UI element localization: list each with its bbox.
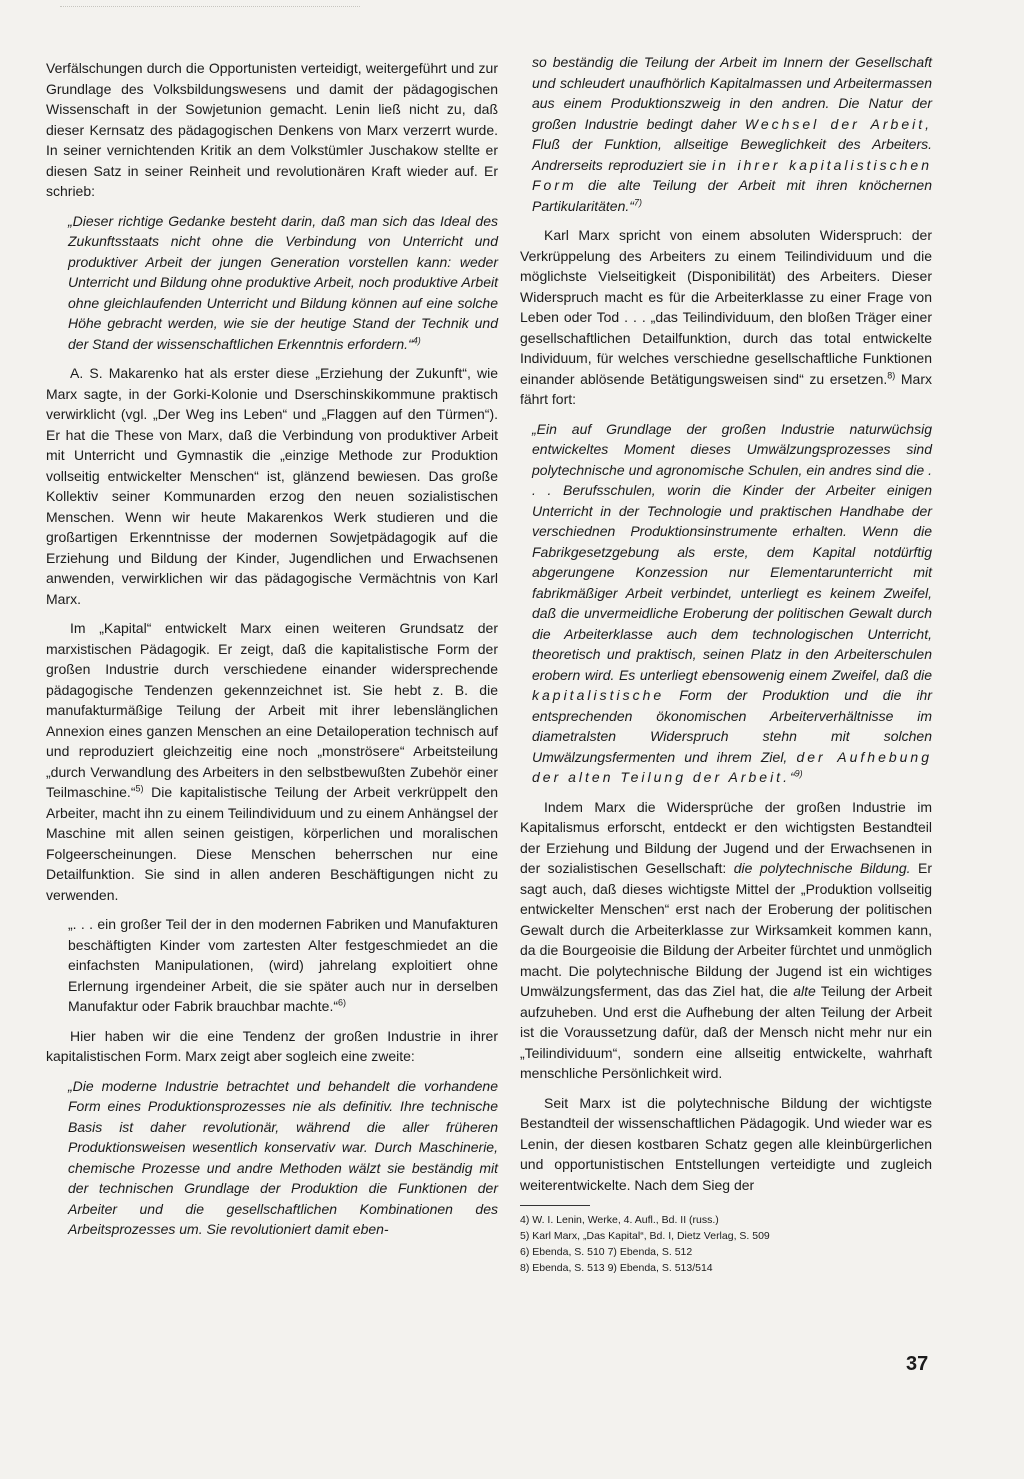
quote-marx-continued — [520, 52, 932, 216]
header-rule — [60, 6, 360, 11]
paragraph-text: Indem Marx die Widersprüche der großen Industrie im Kapitalismus erforscht, entdeckt er den wichtigsten Bestandteil der Erziehung und Bildung der Jugend und der Erwachsenen in der sozialistischen Gesellschaft: — [520, 798, 932, 876]
footnote: 4) W. I. Lenin, Werke, 4. Aufl., Bd. II (russ.) — [520, 1214, 719, 1226]
footnote-ref: 8) — [887, 369, 896, 380]
footnote-ref: 7) — [633, 196, 642, 207]
page-number: 37 — [906, 1353, 929, 1375]
footnote: 8) Ebenda, S. 513 9) Ebenda, S. 513/514 — [520, 1262, 713, 1274]
footnote: 5) Karl Marx, „Das Kapital“, Bd. I, Dietz Verlag, S. 509 — [520, 1230, 770, 1242]
footnote-ref: 4) — [412, 334, 421, 345]
quote-text: „Ein auf Grundlage der großen Industrie naturwüchsig entwickeltes Moment dieses Umwälzungsprozesses sind polytechnische und agronomische Schulen, ein andres sind die . . . Berufsschulen, worin die Kinder der Arbeiter einigen Unterricht in der Technologie und praktischen Handhabe der verschiednen Produktionsinstrumente erhalten. Wenn die Fabrikgesetzgebung als erste, dem Kapital notdürftig abgerungene Konzession nur Elementarunterricht mit fabrikmäßiger Arbeit verbindet, unterliegt es keinem Zweifel, daß die unvermeidliche Eroberung der politischen Gewalt durch die Arbeiterklasse auch dem technologischen Unterricht, theoretisch und praktisch, seinen Platz in den Arbeiterschulen erobern wird. Es unterliegt ebensowenig einem Zweifel, daß die — [532, 420, 932, 683]
italic-emphasis: alte — [793, 983, 816, 999]
paragraph — [46, 618, 498, 905]
quote-text: Fluß der Funktion, allseitige Beweglichkeit des Arbeiters. Andrerseits reproduziert sie — [532, 136, 932, 173]
paragraph — [520, 797, 932, 1084]
paragraph-text: Marx fährt fort: — [520, 370, 932, 407]
spaced-emphasis: Wechsel der Arbeit, — [744, 115, 932, 132]
paragraph-text: Er sagt auch, daß dieses wichtigste Mittel der „Produktion vollseitig entwickelter Menschen“ erst nach der Eroberung der politischen Gewalt durch die Arbeiterklasse zur Wirksamkeit kommen kann, da die Bourgeoisie die Bildung der Arbeiter fürchtet und unmöglich macht. Die polytechnische Bildung der Jugend ist ein wichtiges Umwälzungsferment, das das Ziel hat, die — [520, 860, 933, 999]
footnote-ref: 6) — [338, 997, 347, 1008]
paragraph-text: Im „Kapital“ entwickelt Marx einen weiteren Grundsatz der marxistischen Pädagogik. Er zeigt, daß die kapitalistische Form der großen Industrie durch verschiedene einander widersprechende pädagogische Tendenzen gekennzeichnet ist. Sie hebt z. B. die manufakturmäßige Teilung der Arbeit mit ihrer lebenslänglichen Annexion eines ganzen Menschen an eine Detailoperation technisch auf und reproduziert gleichzeitig eine noch „monströsere“ Arbeitsteilung „durch Verwandlung des Arbeiters in den selbstbewußten Zubehör einer Teilmaschine.“ — [46, 620, 498, 800]
quote-text: Form der Produktion und die ihr entsprechenden ökonomischen Arbeiterverhältnisse im diametralsten Widerspruch stehn mit solchen Umwälzungsfermenten und ihrem Ziel, — [532, 687, 932, 765]
footnotes — [520, 1212, 932, 1276]
quote-text: die alte Teilung der Arbeit mit ihren knöchernen Partikularitäten.“ — [532, 177, 932, 214]
quote-text: „. . . ein großer Teil der in den modernen Fabriken und Manufakturen beschäftigten Kinder vom zartesten Alter festgeschmiedet an die einfachsten Manipulationen, (wird) jahrelang exploitiert ohne Erlernung irgendeiner Arbeit, die sie später auch nur in derselben Manufaktur oder Fabrik brauchbar machte.“ — [68, 916, 498, 1014]
footnote-ref: 5) — [135, 783, 144, 794]
italic-emphasis: die polytechnische Bildung. — [733, 860, 911, 876]
right-column — [520, 52, 932, 1276]
quote-marx: „Die moderne Industrie betrachtet und behandelt die vorhandene Form eines Produktionsprozesses nie als definitiv. Ihre technische Basis ist daher revolutionär, während die aller früheren Produktionsweisen wesentlich konservativ war. Durch Maschinerie, chemische Prozesse und andre Methoden wälzt sie beständig mit der technischen Grundlage der Produktion die Funktionen der Arbeiter und die gesellschaftlichen Kombinationen des Arbeitsprozesses um. Sie revolutioniert damit eben- — [68, 1077, 498, 1237]
spaced-emphasis: der Aufhebung der alten Teilung der Arbeit. — [532, 748, 932, 785]
paragraph-text: Karl Marx spricht von einem absoluten Widerspruch: der Verkrüppelung des Arbeiters zu einem Teilindividuum und die möglichste Vielseitigkeit (Disponibilität) des Arbeiters. Dieser Widerspruch macht es für die Arbeiterklasse zu einer Frage von Leben oder Tod . . . „das Teilindividuum, den bloßen Träger einer gesellschaftlichen Detailfunktion, durch das total entwickelte Individuum, für welches verschiedne gesellschaftliche Funktionen einander ablösende Betätigungsweisen sind“ zu ersetzen. — [520, 227, 932, 387]
paragraph — [520, 225, 932, 410]
quote-lenin — [46, 211, 498, 355]
paragraph: Hier haben wir die eine Tendenz der großen Industrie in ihrer kapitalistischen Form. Marx zeigt aber sogleich eine zweite: — [46, 1027, 498, 1064]
paragraph-text: Teilung der Arbeit aufzuheben. Und erst die Aufhebung der alten Teilung der Arbeit ist die Voraussetzung dafür, daß der Mensch nicht mehr nur ein „Teilindividuum“, sondern eine allseitig entwickelte, wahrhaft menschliche Persönlichkeit wird. — [520, 983, 932, 1081]
left-column — [46, 58, 498, 1249]
quote-text: “ — [789, 769, 795, 785]
paragraph-text: Die kapitalistische Teilung der Arbeit verkrüppelt den Arbeiter, macht ihn zu einem Teilindividuum und zu einem Anhängsel der Maschine mit allen seinen geistigen, körperlichen und moralischen Folgeerscheinungen. Diese Menschen beherrschen nur eine Detailfunktion. Sie sind in allen anderen Beschäftigungen nicht zu verwenden. — [46, 784, 498, 903]
quote-text: „Dieser richtige Gedanke besteht darin, daß man sich das Ideal des Zukunftsstaats nicht ohne die Verbindung von Unterricht und produktiver Arbeit der jungen Generation vorstellen kann: weder Unterricht und Bildung ohne produktive Arbeit, noch produktive Arbeit ohne gleichlaufenden Unterricht und Bildung können auf eine solche Höhe gebracht werden, wie sie der heutige Stand der Technik und der Stand der wissenschaftlichen Erkenntnis erfordern.“ — [68, 212, 498, 352]
spaced-emphasis: in ihrer kapitalistischen Form — [532, 156, 933, 193]
paragraph: Verfälschungen durch die Opportunisten verteidigt, weitergeführt und zur Grundlage des Volksbildungswesens und damit der pädagogischen Wissenschaft in der Sowjetunion gemacht. Lenin ließ nicht zu, daß dieser Kernsatz des pädagogischen Denkens von Marx verzerrt wurde. In seiner vernichtenden Kritik an dem Volkstümler Juschakow stellte er diesen Satz in seiner Reinheit und revolutionären Kraft wieder auf. Er schrieb: — [46, 60, 498, 199]
footnote-ref: 9) — [794, 768, 803, 779]
paragraph: Seit Marx ist die polytechnische Bildung der wichtigste Bestandteil der wissenschaftlichen Pädagogik. Und wieder war es Lenin, der diesen kostbaren Schatz gegen alle kleinbürgerlichen und opportunistischen Entstellungen verteidigte und zugleich weiterentwickelte. Nach dem Sieg der — [520, 1094, 932, 1193]
quote-marx — [46, 914, 498, 1017]
paragraph: A. S. Makarenko hat als erster diese „Erziehung der Zukunft“, wie Marx sagte, in der Gorki-Kolonie und Dserschinskikommune praktisch verwirklicht (vgl. „Der Weg ins Leben“ und „Flaggen auf den Türmen“). Er hat die These von Marx, daß die Verbindung von produktiver Arbeit mit Unterricht und Gymnastik die „einzige Methode zur Produktion vollseitig entwickelter Menschen“ ist, glänzend bewiesen. Das große Kollektiv seiner Kommunarden erzog den neuen sozialistischen Menschen. Wenn wir heute Makarenkos Werk studieren und die großartigen Erkenntnisse der modernen Sowjetpädagogik auf die Erziehung und Bildung der Kinder, Jugendlichen und Erwachsenen anwenden, verwirklichen wir das pädagogische Vermächtnis von Karl Marx. — [46, 365, 498, 607]
quote-text: so beständig die Teilung der Arbeit im Innern der Gesellschaft und schleudert unaufhörlich Kapitalmassen und Arbeitermassen aus einem Produktionszweig in den andren. Die Natur der großen Industrie bedingt daher — [532, 54, 932, 132]
footnote-divider — [520, 1205, 590, 1206]
footnote: 6) Ebenda, S. 510 7) Ebenda, S. 512 — [520, 1246, 693, 1258]
quote-marx — [520, 419, 932, 788]
spaced-emphasis: kapitalistische — [532, 687, 665, 703]
